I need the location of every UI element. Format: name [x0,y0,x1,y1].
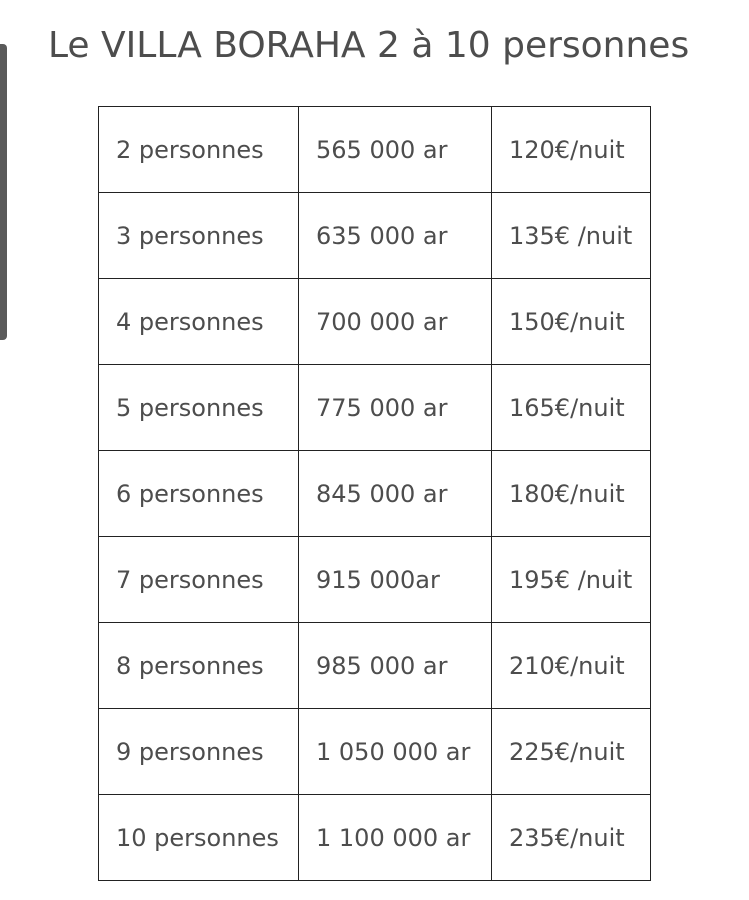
page-title: Le VILLA BORAHA 2 à 10 personnes [48,25,690,66]
table-row [99,537,651,623]
price-table [98,106,651,881]
persons-cell: 5 personnes [99,365,299,451]
euro-price-cell: 210€/nuit [492,623,651,709]
table-row [99,451,651,537]
table-row [99,107,651,193]
euro-price-cell: 135€ /nuit [492,193,651,279]
ariary-price-cell: 775 000 ar [299,365,492,451]
ariary-price-cell: 1 050 000 ar [299,709,492,795]
table-row [99,623,651,709]
ariary-price-cell: 635 000 ar [299,193,492,279]
ariary-price-cell: 700 000 ar [299,279,492,365]
table-row [99,709,651,795]
ariary-price-cell: 565 000 ar [299,107,492,193]
ariary-price-cell: 985 000 ar [299,623,492,709]
persons-cell: 3 personnes [99,193,299,279]
table-row [99,795,651,881]
persons-cell: 2 personnes [99,107,299,193]
euro-price-cell: 120€/nuit [492,107,651,193]
table-row [99,193,651,279]
persons-cell: 8 personnes [99,623,299,709]
persons-cell: 7 personnes [99,537,299,623]
scroll-indicator[interactable] [0,44,7,340]
persons-cell: 9 personnes [99,709,299,795]
table-row [99,365,651,451]
euro-price-cell: 195€ /nuit [492,537,651,623]
euro-price-cell: 180€/nuit [492,451,651,537]
persons-cell: 6 personnes [99,451,299,537]
euro-price-cell: 225€/nuit [492,709,651,795]
ariary-price-cell: 1 100 000 ar [299,795,492,881]
euro-price-cell: 235€/nuit [492,795,651,881]
persons-cell: 4 personnes [99,279,299,365]
euro-price-cell: 165€/nuit [492,365,651,451]
ariary-price-cell: 915 000ar [299,537,492,623]
persons-cell: 10 personnes [99,795,299,881]
euro-price-cell: 150€/nuit [492,279,651,365]
table-row [99,279,651,365]
ariary-price-cell: 845 000 ar [299,451,492,537]
